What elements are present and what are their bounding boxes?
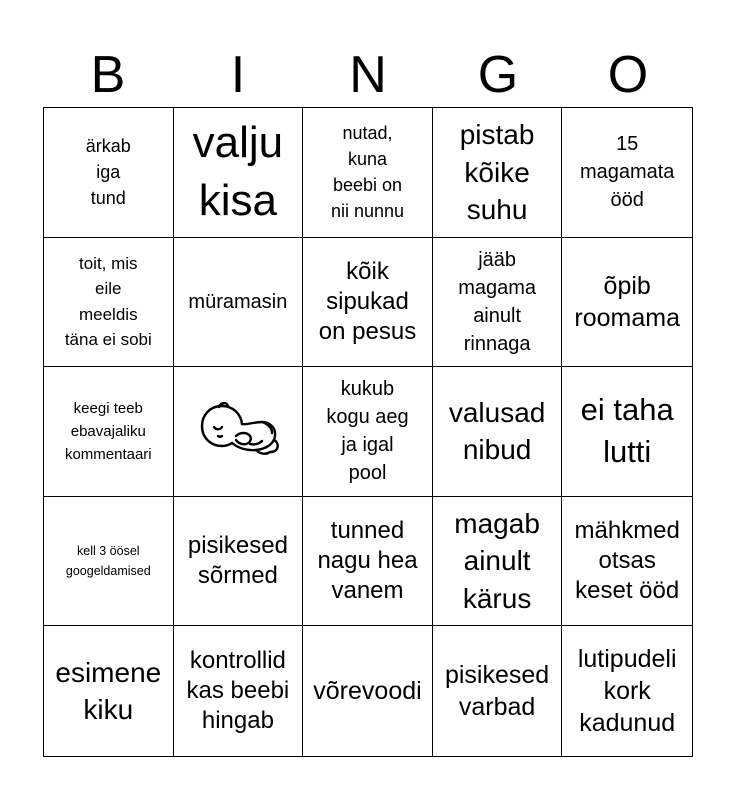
cell-text: nutad, kuna beebi on nii nunnu	[330, 123, 405, 222]
cell-text: toit, mis eile meeldis täna ei sobi	[64, 253, 152, 350]
cell-text: võrevoodi	[313, 677, 422, 706]
cell-text: lutipudeli kork kadunud	[577, 645, 677, 738]
cell-text: esimene kiku	[55, 656, 162, 726]
cell-text: valusad nibud	[448, 396, 546, 466]
bingo-cell-1[interactable]	[44, 108, 174, 238]
cell-text: magab ainult kärus	[454, 507, 540, 614]
cell-text: ei taha lutti	[580, 391, 674, 470]
cell-text: keegi teeb ebavajaliku kommentaari	[64, 399, 152, 464]
cell-text: pistab kõike suhu	[459, 119, 535, 226]
cell-text: mähkmed otsas keset ööd	[574, 517, 680, 605]
header-letter-i: I	[230, 46, 246, 104]
bingo-cell-13[interactable]	[303, 367, 433, 497]
free-space[interactable]	[174, 367, 304, 497]
header-letter-g: G	[477, 46, 519, 104]
cell-text: müramasin	[188, 290, 288, 313]
sleeping-baby-icon	[192, 398, 284, 464]
bingo-cell-22[interactable]	[174, 626, 304, 756]
bingo-cell-18[interactable]	[303, 497, 433, 627]
cell-text: tunned nagu hea vanem	[317, 517, 418, 605]
bingo-cell-6[interactable]	[44, 238, 174, 368]
bingo-cell-4[interactable]	[433, 108, 563, 238]
bingo-cell-8[interactable]	[303, 238, 433, 368]
bingo-cell-5[interactable]	[562, 108, 692, 238]
bingo-cell-19[interactable]	[433, 497, 563, 627]
bingo-cell-2[interactable]	[174, 108, 304, 238]
bingo-cell-3[interactable]	[303, 108, 433, 238]
cell-text: kontrollid kas beebi hingab	[186, 647, 290, 735]
bingo-cell-11[interactable]	[44, 367, 174, 497]
bingo-cell-15[interactable]	[562, 367, 692, 497]
bingo-cell-20[interactable]	[562, 497, 692, 627]
header-letter-b: B	[90, 46, 126, 104]
bingo-header	[43, 44, 693, 106]
bingo-cell-21[interactable]	[44, 626, 174, 756]
bingo-cell-7[interactable]	[174, 238, 304, 368]
bingo-cell-16[interactable]	[44, 497, 174, 627]
cell-text: valju kisa	[192, 118, 284, 226]
header-letter-n: N	[349, 46, 387, 104]
cell-text: jääb magama ainult rinnaga	[458, 248, 536, 355]
bingo-board	[43, 107, 693, 757]
cell-text: kukub kogu aeg ja igal pool	[326, 378, 409, 485]
bingo-cell-24[interactable]	[433, 626, 563, 756]
cell-text: ärkab iga tund	[85, 136, 131, 209]
cell-text: kell 3 öösel googeldamised	[65, 544, 151, 579]
bingo-cell-25[interactable]	[562, 626, 692, 756]
bingo-cell-9[interactable]	[433, 238, 563, 368]
cell-text: pisikesed varbad	[444, 661, 550, 722]
cell-text: kõik sipukad on pesus	[318, 257, 417, 345]
header-letter-o: O	[607, 46, 649, 104]
cell-text: pisikesed sõrmed	[187, 532, 288, 590]
cell-text: 15 magamata ööd	[579, 133, 675, 212]
bingo-cell-17[interactable]	[174, 497, 304, 627]
bingo-cell-23[interactable]	[303, 626, 433, 756]
bingo-cell-10[interactable]	[562, 238, 692, 368]
cell-text: õpib roomama	[574, 271, 680, 332]
bingo-cell-14[interactable]	[433, 367, 563, 497]
